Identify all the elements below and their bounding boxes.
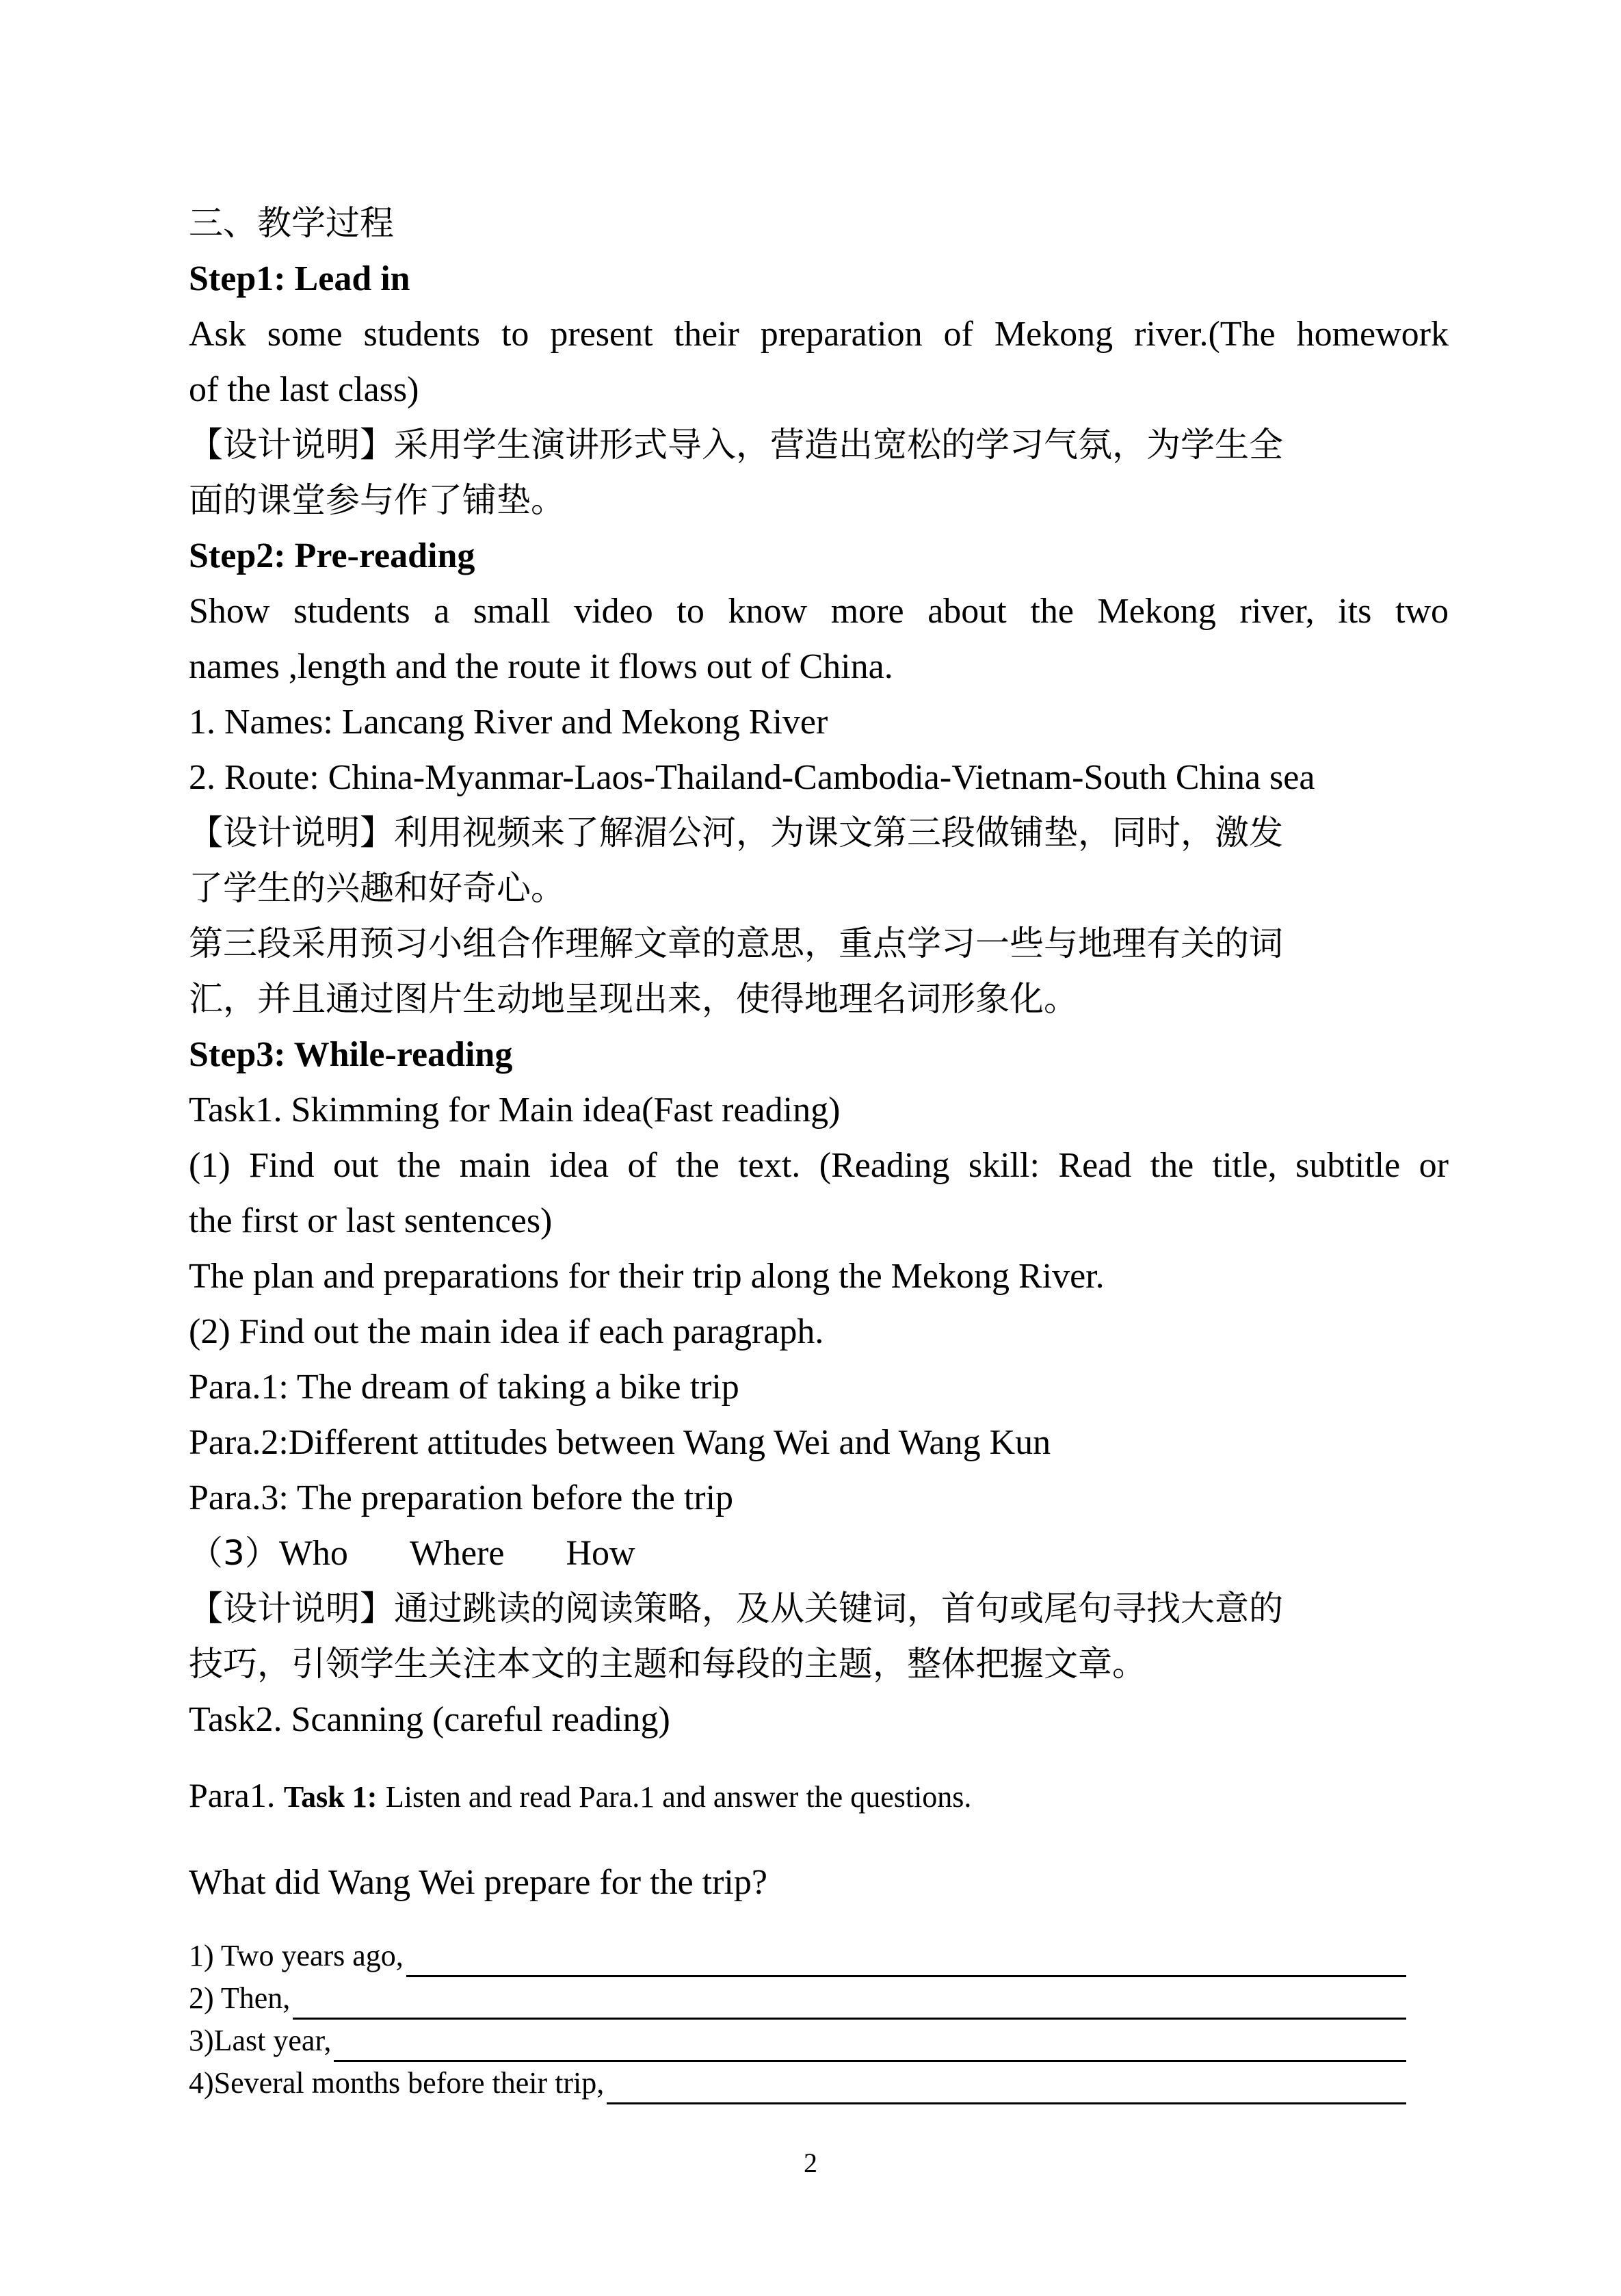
para1-task-line [189,1768,1449,1825]
para1-task-instruction: Listen and read Para.1 and answer the questions. [385,1780,972,1814]
document-body [189,196,1449,2104]
step3-design-note-line1: 【设计说明】通过跳读的阅读策略，及从关键词，首句或尾句寻找大意的 [189,1589,1283,1628]
paragraph1-main-idea: Para.1: The dream of taking a bike trip [189,1368,739,1407]
step1-text-line1: Ask some students to present their preparation of Mekong river.(The homework [189,315,1449,354]
answer-blanks [189,1935,1449,2104]
question3-how: How [566,1534,635,1573]
answer-blank-line [293,1987,1406,2020]
task1-question1-answer: The plan and preparations for their trip along the Mekong River. [189,1257,1105,1296]
task1-question3 [189,1526,1449,1581]
step2-text-line2: names ,length and the route it flows out of China. [189,647,893,686]
task2-title: Task2. Scanning (careful reading) [189,1700,670,1739]
answer-blank-line [406,1945,1406,1977]
task1-title: Task1. Skimming for Main idea(Fast reading) [189,1091,841,1130]
section-title: 三、教学过程 [189,203,394,243]
answer-blank-prompt: 1) Two years ago, [189,1939,404,1972]
page-number: 2 [804,2148,817,2178]
step1-heading: Step1: Lead in [189,259,410,298]
task1-question2: (2) Find out the main idea if each paragraph. [189,1312,824,1351]
step1-design-note-line1: 【设计说明】采用学生演讲形式导入，营造出宽松的学习气氛，为学生全 [189,425,1283,465]
para1-question: What did Wang Wei prepare for the trip? [189,1863,767,1902]
answer-blank-prompt: 3)Last year, [189,2024,332,2057]
step2-item-names: 1. Names: Lancang River and Mekong River [189,703,828,742]
step1-text-line2: of the last class) [189,370,419,409]
question3-label: （3） [189,1533,279,1573]
para1-label: Para1. [189,1776,276,1814]
question3-where: Where [409,1534,505,1573]
answer-blank-prompt: 2) Then, [189,1981,291,2015]
step2-extra-note-line1: 第三段采用预习小组合作理解文章的意思，重点学习一些与地理有关的词 [189,924,1283,963]
answer-blank-row [189,1935,1406,1977]
step3-heading: Step3: While-reading [189,1035,513,1074]
paragraph3-main-idea: Para.3: The preparation before the trip [189,1478,734,1517]
step2-extra-note-line2: 汇，并且通过图片生动地呈现出来，使得地理名词形象化。 [189,979,1078,1019]
step2-text-line1: Show students a small video to know more about the Mekong river, its two [189,592,1449,631]
question3-who: Who [278,1534,348,1573]
answer-blank-row [189,1977,1406,2020]
step3-design-note-line2: 技巧，引领学生关注本文的主题和每段的主题，整体把握文章。 [189,1644,1146,1684]
answer-blank-row [189,2020,1406,2062]
step2-heading: Step2: Pre-reading [189,536,475,575]
answer-blank-line [334,2030,1406,2062]
step1-design-note-line2: 面的课堂参与作了铺垫。 [189,480,565,520]
answer-blank-prompt: 4)Several months before their trip, [189,2066,605,2100]
step2-design-note-line2: 了学生的兴趣和好奇心。 [189,868,565,908]
para1-task-label: Task 1: [283,1780,378,1814]
task1-question1-line1: (1) Find out the main idea of the text. (Reading skill: Read the title, subtitle or [189,1146,1449,1185]
step2-item-route: 2. Route: China-Myanmar-Laos-Thailand-Cambodia-Vietnam-South China sea [189,758,1315,797]
step2-design-note-line1: 【设计说明】利用视频来了解湄公河，为课文第三段做铺垫，同时，激发 [189,813,1283,852]
answer-blank-row [189,2062,1406,2104]
paragraph2-main-idea: Para.2:Different attitudes between Wang Wei and Wang Kun [189,1423,1051,1462]
task1-question1-line2: the first or last sentences) [189,1201,553,1240]
answer-blank-line [607,2072,1406,2104]
